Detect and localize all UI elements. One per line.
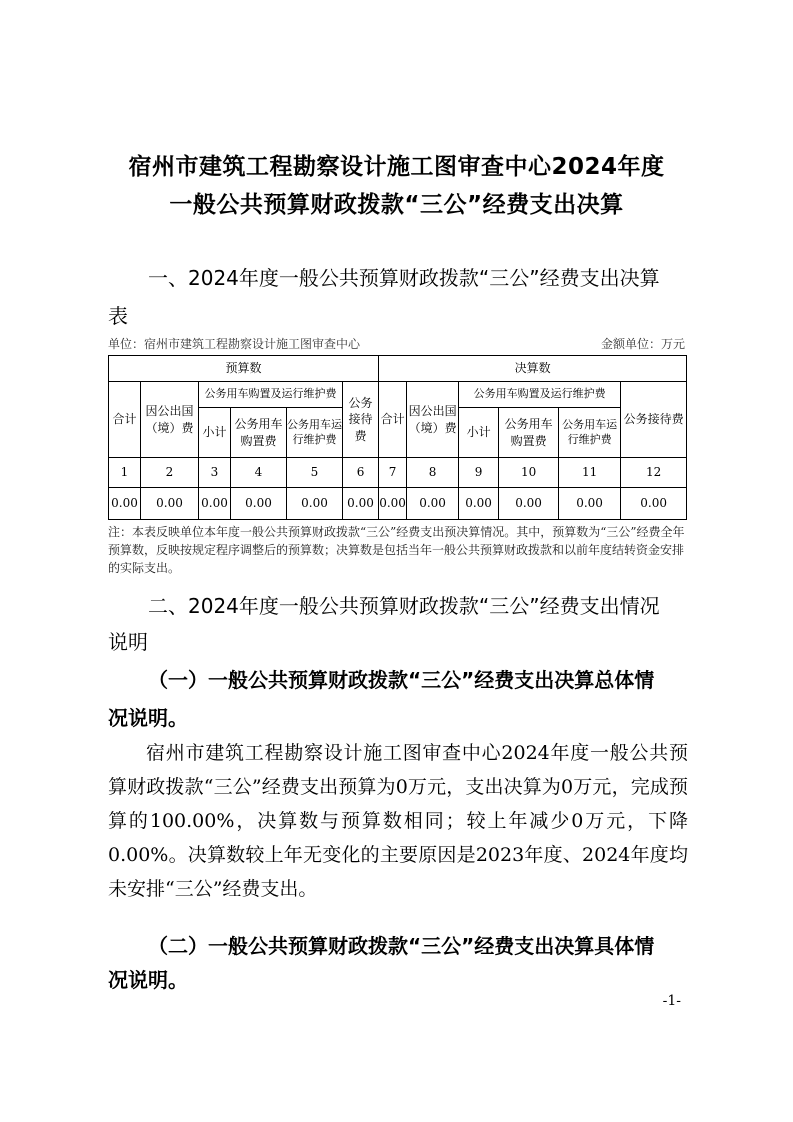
value-row [109,488,687,520]
three-public-expenses-table [108,355,687,520]
header-row-1 [109,356,687,382]
section1-heading-cont: 表 [108,304,128,328]
document-title-line1: 宿州市建筑工程勘察设计施工图审查中心2024年度 [128,154,665,180]
subsection2-heading: （二）一般公共预算财政拨款“三公”经费支出决算具体情 [148,934,655,958]
value-cell: 0.00 [459,488,499,520]
column-number: 1 [109,458,141,488]
budget-total-header: 合计 [109,382,141,458]
section2-heading-cont: 说明 [108,630,148,654]
final-reception-header: 公务接待费 [621,382,687,458]
final-vehicle-purchase-header: 公务用车购置费 [499,408,559,458]
value-cell: 0.00 [231,488,287,520]
value-cell: 0.00 [499,488,559,520]
budget-subtotal-header: 小计 [199,408,231,458]
final-abroad-header: 因公出国（境）费 [407,382,459,458]
column-number: 6 [343,458,379,488]
value-cell: 0.00 [379,488,407,520]
budget-vehicle-operation-header: 公务用车运行维护费 [287,408,343,458]
value-cell: 0.00 [287,488,343,520]
column-number: 8 [407,458,459,488]
value-cell: 0.00 [621,488,687,520]
value-cell: 0.00 [343,488,379,520]
column-number: 4 [231,458,287,488]
summary-paragraph: 宿州市建筑工程勘察设计施工图审查中心2024年度一般公共预算财政拨款“三公”经费支出预算为0万元，支出决算为0万元，完成预算的100.00%，决算数与预算数相同；较上年减少0万元，下降0.00%。决算数较上年无变化的主要原因是2023年度、2024年度均未安排“三公”经费支出。 [108,742,688,900]
value-cell: 0.00 [407,488,459,520]
header-row-2 [109,382,687,408]
column-number: 11 [559,458,621,488]
section1-heading: 一、2024年度一般公共预算财政拨款“三公”经费支出决算 [148,266,660,290]
value-cell: 0.00 [559,488,621,520]
value-cell: 0.00 [199,488,231,520]
column-number: 10 [499,458,559,488]
subsection1-heading-cont: 况说明。 [108,706,188,730]
page-number: -1- [662,993,681,1009]
table-note: 注：本表反映单位本年度一般公共预算财政拨款“三公”经费支出预决算情况。其中，预算数为“三公”经费全年预算数，反映按规定程序调整后的预算数；决算数是包括当年一般公共预算财政拨款和以前年度结转资金安排的实际支出。 [108,525,685,575]
section2-heading: 二、2024年度一般公共预算财政拨款“三公”经费支出情况 [148,594,660,618]
column-number: 2 [141,458,199,488]
final-total-header: 合计 [379,382,407,458]
budget-vehicle-purchase-header: 公务用车购置费 [231,408,287,458]
final-vehicle-operation-header: 公务用车运行维护费 [559,408,621,458]
column-number: 9 [459,458,499,488]
column-number: 5 [287,458,343,488]
budget-vehicle-group-header: 公务用车购置及运行维护费 [199,382,343,408]
document-title-line2: 一般公共预算财政拨款“三公”经费支出决算 [169,192,624,218]
value-cell: 0.00 [141,488,199,520]
column-number: 3 [199,458,231,488]
unit-label: 单位：宿州市建筑工程勘察设计施工图审查中心 [108,337,361,351]
budget-abroad-header: 因公出国（境）费 [141,382,199,458]
budget-reception-header: 公务接待费 [343,382,379,458]
value-cell: 0.00 [109,488,141,520]
column-number: 12 [621,458,687,488]
final-vehicle-group-header: 公务用车购置及运行维护费 [459,382,621,408]
subsection2-heading-cont: 况说明。 [108,968,188,992]
final-header: 决算数 [379,356,687,382]
column-number: 7 [379,458,407,488]
column-number-row [109,458,687,488]
final-subtotal-header: 小计 [459,408,499,458]
subsection1-heading: （一）一般公共预算财政拨款“三公”经费支出决算总体情 [148,668,655,692]
budget-header: 预算数 [109,356,379,382]
amount-unit-label: 金额单位：万元 [600,337,685,351]
